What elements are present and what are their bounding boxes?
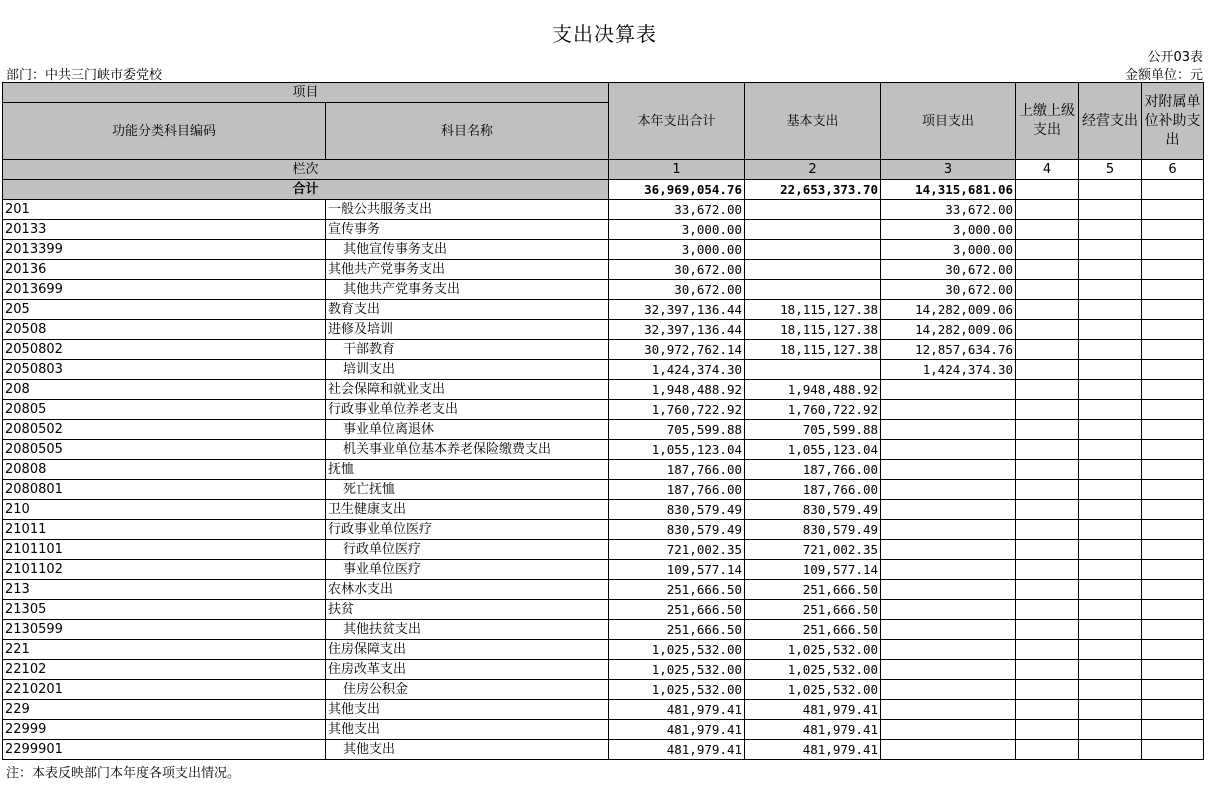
subject-name: 宣传事务 bbox=[326, 220, 609, 240]
row-total: 830,579.49 bbox=[609, 500, 745, 520]
header-name: 科目名称 bbox=[326, 103, 609, 160]
subject-code: 20808 bbox=[3, 460, 326, 480]
row-business bbox=[1079, 560, 1142, 580]
row-subsidiary bbox=[1142, 480, 1204, 500]
header-project: 项目 bbox=[3, 83, 609, 103]
table-row bbox=[3, 420, 1204, 440]
total-amount: 36,969,054.76 bbox=[609, 180, 745, 200]
row-basic: 251,666.50 bbox=[745, 600, 881, 620]
row-upper bbox=[1016, 520, 1079, 540]
row-subsidiary bbox=[1142, 380, 1204, 400]
subject-name: 其他支出 bbox=[326, 720, 609, 740]
col-number: 3 bbox=[881, 160, 1016, 180]
row-basic: 830,579.49 bbox=[745, 500, 881, 520]
row-basic: 705,599.88 bbox=[745, 420, 881, 440]
table-row bbox=[3, 240, 1204, 260]
row-business bbox=[1079, 680, 1142, 700]
row-business bbox=[1079, 480, 1142, 500]
total-basic: 22,653,373.70 bbox=[745, 180, 881, 200]
subject-name: 死亡抚恤 bbox=[326, 480, 609, 500]
row-basic: 830,579.49 bbox=[745, 520, 881, 540]
row-basic: 1,025,532.00 bbox=[745, 680, 881, 700]
row-total: 1,025,532.00 bbox=[609, 640, 745, 660]
subject-code: 20136 bbox=[3, 260, 326, 280]
row-subsidiary bbox=[1142, 600, 1204, 620]
row-upper bbox=[1016, 640, 1079, 660]
row-total: 187,766.00 bbox=[609, 460, 745, 480]
total-business bbox=[1079, 180, 1142, 200]
subject-name: 卫生健康支出 bbox=[326, 500, 609, 520]
subject-code: 2080801 bbox=[3, 480, 326, 500]
row-upper bbox=[1016, 420, 1079, 440]
subject-name: 其他支出 bbox=[326, 740, 609, 760]
row-business bbox=[1079, 580, 1142, 600]
row-business bbox=[1079, 420, 1142, 440]
row-project bbox=[881, 620, 1016, 640]
row-project bbox=[881, 560, 1016, 580]
row-total: 1,760,722.92 bbox=[609, 400, 745, 420]
row-business bbox=[1079, 440, 1142, 460]
row-business bbox=[1079, 740, 1142, 760]
table-row bbox=[3, 440, 1204, 460]
subject-code: 2013399 bbox=[3, 240, 326, 260]
row-subsidiary bbox=[1142, 500, 1204, 520]
subject-name: 住房公积金 bbox=[326, 680, 609, 700]
row-business bbox=[1079, 660, 1142, 680]
row-basic: 481,979.41 bbox=[745, 740, 881, 760]
row-total: 705,599.88 bbox=[609, 420, 745, 440]
header-business: 经营支出 bbox=[1079, 83, 1142, 160]
row-project bbox=[881, 600, 1016, 620]
header-project-expense: 项目支出 bbox=[881, 83, 1016, 160]
table-row bbox=[3, 680, 1204, 700]
total-upper bbox=[1016, 180, 1079, 200]
row-basic: 251,666.50 bbox=[745, 620, 881, 640]
row-subsidiary bbox=[1142, 280, 1204, 300]
total-subsidiary bbox=[1142, 180, 1204, 200]
subject-code: 2050803 bbox=[3, 360, 326, 380]
table-row bbox=[3, 660, 1204, 680]
subject-name: 教育支出 bbox=[326, 300, 609, 320]
row-upper bbox=[1016, 200, 1079, 220]
subject-code: 2080502 bbox=[3, 420, 326, 440]
row-upper bbox=[1016, 400, 1079, 420]
row-project: 3,000.00 bbox=[881, 240, 1016, 260]
row-subsidiary bbox=[1142, 400, 1204, 420]
row-basic: 481,979.41 bbox=[745, 700, 881, 720]
row-business bbox=[1079, 340, 1142, 360]
row-subsidiary bbox=[1142, 420, 1204, 440]
subject-code: 22102 bbox=[3, 660, 326, 680]
row-project: 3,000.00 bbox=[881, 220, 1016, 240]
row-basic: 1,948,488.92 bbox=[745, 380, 881, 400]
row-upper bbox=[1016, 560, 1079, 580]
row-business bbox=[1079, 220, 1142, 240]
row-business bbox=[1079, 380, 1142, 400]
subject-name: 行政事业单位养老支出 bbox=[326, 400, 609, 420]
table-row bbox=[3, 280, 1204, 300]
subject-name: 行政事业单位医疗 bbox=[326, 520, 609, 540]
table-row bbox=[3, 380, 1204, 400]
row-basic: 187,766.00 bbox=[745, 460, 881, 480]
row-business bbox=[1079, 620, 1142, 640]
row-total: 1,025,532.00 bbox=[609, 660, 745, 680]
row-total: 187,766.00 bbox=[609, 480, 745, 500]
subject-name: 其他宣传事务支出 bbox=[326, 240, 609, 260]
row-project bbox=[881, 480, 1016, 500]
table-row bbox=[3, 600, 1204, 620]
subject-name: 抚恤 bbox=[326, 460, 609, 480]
total-project: 14,315,681.06 bbox=[881, 180, 1016, 200]
row-project bbox=[881, 640, 1016, 660]
row-project: 30,672.00 bbox=[881, 260, 1016, 280]
row-upper bbox=[1016, 720, 1079, 740]
subject-code: 2101102 bbox=[3, 560, 326, 580]
row-business bbox=[1079, 720, 1142, 740]
table-row bbox=[3, 300, 1204, 320]
row-upper bbox=[1016, 540, 1079, 560]
table-row bbox=[3, 220, 1204, 240]
form-number: 公开03表 bbox=[1147, 50, 1203, 65]
row-total: 721,002.35 bbox=[609, 540, 745, 560]
table-row bbox=[3, 460, 1204, 480]
row-business bbox=[1079, 200, 1142, 220]
row-project bbox=[881, 400, 1016, 420]
row-project bbox=[881, 680, 1016, 700]
row-total: 30,672.00 bbox=[609, 280, 745, 300]
row-subsidiary bbox=[1142, 460, 1204, 480]
table-row bbox=[3, 260, 1204, 280]
subject-name: 事业单位医疗 bbox=[326, 560, 609, 580]
subject-name: 事业单位离退休 bbox=[326, 420, 609, 440]
row-project: 33,672.00 bbox=[881, 200, 1016, 220]
row-total: 1,025,532.00 bbox=[609, 680, 745, 700]
row-basic bbox=[745, 220, 881, 240]
table-row bbox=[3, 740, 1204, 760]
row-total: 3,000.00 bbox=[609, 240, 745, 260]
row-total: 830,579.49 bbox=[609, 520, 745, 540]
subject-code: 2130599 bbox=[3, 620, 326, 640]
row-basic: 721,002.35 bbox=[745, 540, 881, 560]
row-project bbox=[881, 740, 1016, 760]
row-total: 3,000.00 bbox=[609, 220, 745, 240]
subject-code: 2299901 bbox=[3, 740, 326, 760]
subject-code: 2050802 bbox=[3, 340, 326, 360]
row-upper bbox=[1016, 320, 1079, 340]
row-basic: 481,979.41 bbox=[745, 720, 881, 740]
expenditure-table bbox=[2, 82, 1204, 760]
row-business bbox=[1079, 640, 1142, 660]
row-total: 33,672.00 bbox=[609, 200, 745, 220]
row-business bbox=[1079, 360, 1142, 380]
subject-name: 住房保障支出 bbox=[326, 640, 609, 660]
subject-code: 229 bbox=[3, 700, 326, 720]
row-business bbox=[1079, 520, 1142, 540]
table-row bbox=[3, 700, 1204, 720]
row-subsidiary bbox=[1142, 200, 1204, 220]
total-row bbox=[3, 180, 1204, 200]
subject-code: 2101101 bbox=[3, 540, 326, 560]
row-total: 251,666.50 bbox=[609, 620, 745, 640]
row-total: 1,424,374.30 bbox=[609, 360, 745, 380]
subject-code: 22999 bbox=[3, 720, 326, 740]
row-basic: 1,760,722.92 bbox=[745, 400, 881, 420]
row-upper bbox=[1016, 500, 1079, 520]
row-business bbox=[1079, 300, 1142, 320]
row-project bbox=[881, 540, 1016, 560]
footnote: 注：本表反映部门本年度各项支出情况。 bbox=[6, 766, 241, 781]
row-total: 30,972,762.14 bbox=[609, 340, 745, 360]
total-label: 合计 bbox=[3, 180, 609, 200]
subject-name: 干部教育 bbox=[326, 340, 609, 360]
row-project bbox=[881, 380, 1016, 400]
row-subsidiary bbox=[1142, 580, 1204, 600]
row-subsidiary bbox=[1142, 620, 1204, 640]
row-upper bbox=[1016, 260, 1079, 280]
row-basic bbox=[745, 260, 881, 280]
row-basic: 1,025,532.00 bbox=[745, 640, 881, 660]
subject-code: 20508 bbox=[3, 320, 326, 340]
row-basic: 18,115,127.38 bbox=[745, 300, 881, 320]
row-basic: 18,115,127.38 bbox=[745, 340, 881, 360]
row-total: 481,979.41 bbox=[609, 720, 745, 740]
row-project bbox=[881, 720, 1016, 740]
row-basic bbox=[745, 200, 881, 220]
row-upper bbox=[1016, 600, 1079, 620]
row-basic: 109,577.14 bbox=[745, 560, 881, 580]
row-subsidiary bbox=[1142, 700, 1204, 720]
header-row-label: 栏次 bbox=[3, 160, 609, 180]
row-basic: 187,766.00 bbox=[745, 480, 881, 500]
subject-name: 社会保障和就业支出 bbox=[326, 380, 609, 400]
subject-name: 其他共产党事务支出 bbox=[326, 260, 609, 280]
row-project bbox=[881, 660, 1016, 680]
row-project bbox=[881, 500, 1016, 520]
row-project: 14,282,009.06 bbox=[881, 300, 1016, 320]
subject-name: 住房改革支出 bbox=[326, 660, 609, 680]
header-row-project bbox=[3, 83, 1204, 103]
row-total: 481,979.41 bbox=[609, 740, 745, 760]
row-upper bbox=[1016, 740, 1079, 760]
row-total: 109,577.14 bbox=[609, 560, 745, 580]
row-project bbox=[881, 520, 1016, 540]
row-business bbox=[1079, 260, 1142, 280]
subject-name: 其他扶贫支出 bbox=[326, 620, 609, 640]
subject-code: 213 bbox=[3, 580, 326, 600]
col-number: 4 bbox=[1016, 160, 1079, 180]
row-business bbox=[1079, 280, 1142, 300]
subject-name: 一般公共服务支出 bbox=[326, 200, 609, 220]
subject-code: 20133 bbox=[3, 220, 326, 240]
row-project bbox=[881, 440, 1016, 460]
row-project: 12,857,634.76 bbox=[881, 340, 1016, 360]
row-upper bbox=[1016, 700, 1079, 720]
header-row-numbers bbox=[3, 160, 1204, 180]
table-row bbox=[3, 620, 1204, 640]
table-row bbox=[3, 480, 1204, 500]
subject-name: 农林水支出 bbox=[326, 580, 609, 600]
row-subsidiary bbox=[1142, 520, 1204, 540]
row-subsidiary bbox=[1142, 260, 1204, 280]
table-row bbox=[3, 540, 1204, 560]
row-subsidiary bbox=[1142, 320, 1204, 340]
row-subsidiary bbox=[1142, 240, 1204, 260]
subject-code: 21305 bbox=[3, 600, 326, 620]
table-row bbox=[3, 320, 1204, 340]
subject-code: 201 bbox=[3, 200, 326, 220]
row-business bbox=[1079, 540, 1142, 560]
row-subsidiary bbox=[1142, 300, 1204, 320]
subject-name: 机关事业单位基本养老保险缴费支出 bbox=[326, 440, 609, 460]
header-upper: 上缴上级支出 bbox=[1016, 83, 1079, 160]
row-business bbox=[1079, 460, 1142, 480]
row-project bbox=[881, 460, 1016, 480]
table-row bbox=[3, 360, 1204, 380]
row-subsidiary bbox=[1142, 440, 1204, 460]
row-total: 32,397,136.44 bbox=[609, 320, 745, 340]
row-total: 1,948,488.92 bbox=[609, 380, 745, 400]
subject-name: 进修及培训 bbox=[326, 320, 609, 340]
row-project bbox=[881, 700, 1016, 720]
col-number: 5 bbox=[1079, 160, 1142, 180]
row-total: 251,666.50 bbox=[609, 600, 745, 620]
col-number: 6 bbox=[1142, 160, 1204, 180]
row-total: 32,397,136.44 bbox=[609, 300, 745, 320]
row-basic: 18,115,127.38 bbox=[745, 320, 881, 340]
row-upper bbox=[1016, 620, 1079, 640]
subject-name: 培训支出 bbox=[326, 360, 609, 380]
subject-name: 其他支出 bbox=[326, 700, 609, 720]
table-row bbox=[3, 500, 1204, 520]
row-subsidiary bbox=[1142, 680, 1204, 700]
row-upper bbox=[1016, 240, 1079, 260]
currency-unit-label: 金额单位：元 bbox=[1124, 68, 1203, 83]
col-number: 2 bbox=[745, 160, 881, 180]
row-upper bbox=[1016, 340, 1079, 360]
row-total: 481,979.41 bbox=[609, 700, 745, 720]
subject-code: 2080505 bbox=[3, 440, 326, 460]
subject-code: 210 bbox=[3, 500, 326, 520]
subject-code: 21011 bbox=[3, 520, 326, 540]
report-title: 支出决算表 bbox=[552, 22, 657, 46]
row-basic: 1,025,532.00 bbox=[745, 660, 881, 680]
row-subsidiary bbox=[1142, 660, 1204, 680]
row-project: 1,424,374.30 bbox=[881, 360, 1016, 380]
row-business bbox=[1079, 240, 1142, 260]
row-subsidiary bbox=[1142, 340, 1204, 360]
subject-code: 221 bbox=[3, 640, 326, 660]
department-label: 部门：中共三门峡市委党校 bbox=[6, 68, 163, 83]
row-upper bbox=[1016, 440, 1079, 460]
row-business bbox=[1079, 500, 1142, 520]
row-project bbox=[881, 420, 1016, 440]
row-subsidiary bbox=[1142, 560, 1204, 580]
row-basic bbox=[745, 360, 881, 380]
row-basic bbox=[745, 240, 881, 260]
row-project: 14,282,009.06 bbox=[881, 320, 1016, 340]
table-row bbox=[3, 400, 1204, 420]
subject-code: 2210201 bbox=[3, 680, 326, 700]
col-number: 1 bbox=[609, 160, 745, 180]
subject-name: 其他共产党事务支出 bbox=[326, 280, 609, 300]
row-basic bbox=[745, 280, 881, 300]
subject-code: 20805 bbox=[3, 400, 326, 420]
row-subsidiary bbox=[1142, 720, 1204, 740]
row-subsidiary bbox=[1142, 540, 1204, 560]
row-upper bbox=[1016, 220, 1079, 240]
row-total: 251,666.50 bbox=[609, 580, 745, 600]
row-upper bbox=[1016, 300, 1079, 320]
table-row bbox=[3, 520, 1204, 540]
table-row bbox=[3, 200, 1204, 220]
row-business bbox=[1079, 700, 1142, 720]
row-upper bbox=[1016, 460, 1079, 480]
header-subsidiary: 对附属单位补助支出 bbox=[1142, 83, 1204, 160]
subject-code: 205 bbox=[3, 300, 326, 320]
row-subsidiary bbox=[1142, 360, 1204, 380]
subject-name: 扶贫 bbox=[326, 600, 609, 620]
table-row bbox=[3, 340, 1204, 360]
row-upper bbox=[1016, 380, 1079, 400]
row-subsidiary bbox=[1142, 640, 1204, 660]
row-upper bbox=[1016, 680, 1079, 700]
row-business bbox=[1079, 600, 1142, 620]
row-project bbox=[881, 580, 1016, 600]
row-upper bbox=[1016, 280, 1079, 300]
row-upper bbox=[1016, 580, 1079, 600]
row-basic: 1,055,123.04 bbox=[745, 440, 881, 460]
row-subsidiary bbox=[1142, 740, 1204, 760]
row-project: 30,672.00 bbox=[881, 280, 1016, 300]
row-business bbox=[1079, 400, 1142, 420]
row-subsidiary bbox=[1142, 220, 1204, 240]
subject-code: 2013699 bbox=[3, 280, 326, 300]
row-total: 30,672.00 bbox=[609, 260, 745, 280]
row-business bbox=[1079, 320, 1142, 340]
row-upper bbox=[1016, 660, 1079, 680]
table-row bbox=[3, 580, 1204, 600]
header-code: 功能分类科目编码 bbox=[3, 103, 326, 160]
table-row bbox=[3, 640, 1204, 660]
row-upper bbox=[1016, 360, 1079, 380]
table-row bbox=[3, 720, 1204, 740]
subject-name: 行政单位医疗 bbox=[326, 540, 609, 560]
row-basic: 251,666.50 bbox=[745, 580, 881, 600]
row-upper bbox=[1016, 480, 1079, 500]
header-total: 本年支出合计 bbox=[609, 83, 745, 160]
subject-code: 208 bbox=[3, 380, 326, 400]
table-row bbox=[3, 560, 1204, 580]
header-basic: 基本支出 bbox=[745, 83, 881, 160]
row-total: 1,055,123.04 bbox=[609, 440, 745, 460]
